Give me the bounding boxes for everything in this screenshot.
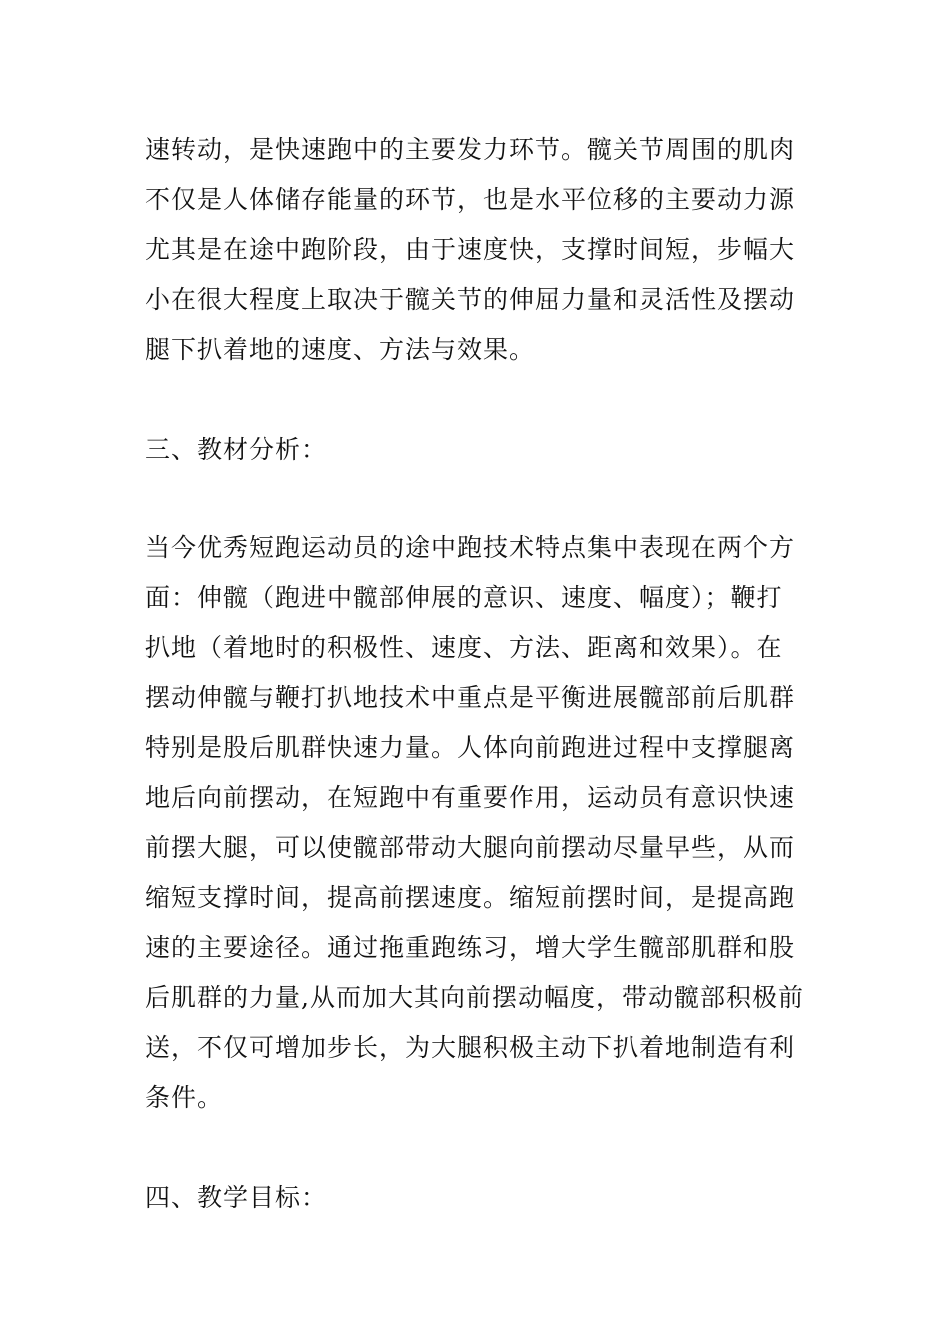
paragraph-line: 尤其是在途中跑阶段，由于速度快，支撑时间短，步幅大 [145,235,796,264]
paragraph-line: 送，不仅可增加步长，为大腿积极主动下扒着地制造有利 [145,1033,796,1062]
paragraph-hip-joint [145,125,810,375]
paragraph-line: 缩短支撑时间，提高前摆速度。缩短前摆时间，是提高跑 [145,883,796,912]
paragraph-line: 前摆大腿，可以使髋部带动大腿向前摆动尽量早些，从而 [145,833,796,862]
section-heading-teaching-goals [145,1173,810,1223]
section-heading: 四、教学目标： [145,1183,328,1212]
paragraph-line: 小在很大程度上取决于髋关节的伸屈力量和灵活性及摆动 [145,285,796,314]
paragraph-line: 扒地（着地时的积极性、速度、方法、距离和效果）。在 [145,633,783,662]
paragraph-line: 后肌群的力量,从而加大其向前摆动幅度，带动髋部积极前 [145,983,804,1012]
paragraph-line: 摆动伸髋与鞭打扒地技术中重点是平衡进展髋部前后肌群 [145,683,796,712]
paragraph-material-analysis [145,523,810,1123]
paragraph-line: 速的主要途径。通过拖重跑练习，增大学生髋部肌群和股 [145,933,796,962]
paragraph-line: 条件。 [145,1083,224,1112]
section-heading-material-analysis [145,425,810,475]
paragraph-line: 面：伸髋（跑进中髋部伸展的意识、速度、幅度）；鞭打 [145,583,783,612]
paragraph-line: 腿下扒着地的速度、方法与效果。 [145,335,536,364]
paragraph-line: 当今优秀短跑运动员的途中跑技术特点集中表现在两个方 [145,533,796,562]
paragraph-line: 速转动，是快速跑中的主要发力环节。髋关节周围的肌肉 [145,135,796,164]
section-heading: 三、教材分析： [145,435,328,464]
paragraph-line: 不仅是人体储存能量的环节，也是水平位移的主要动力源 [145,185,796,214]
paragraph-line: 特别是股后肌群快速力量。人体向前跑进过程中支撑腿离 [145,733,796,762]
paragraph-line: 地后向前摆动，在短跑中有重要作用，运动员有意识快速 [145,783,796,812]
